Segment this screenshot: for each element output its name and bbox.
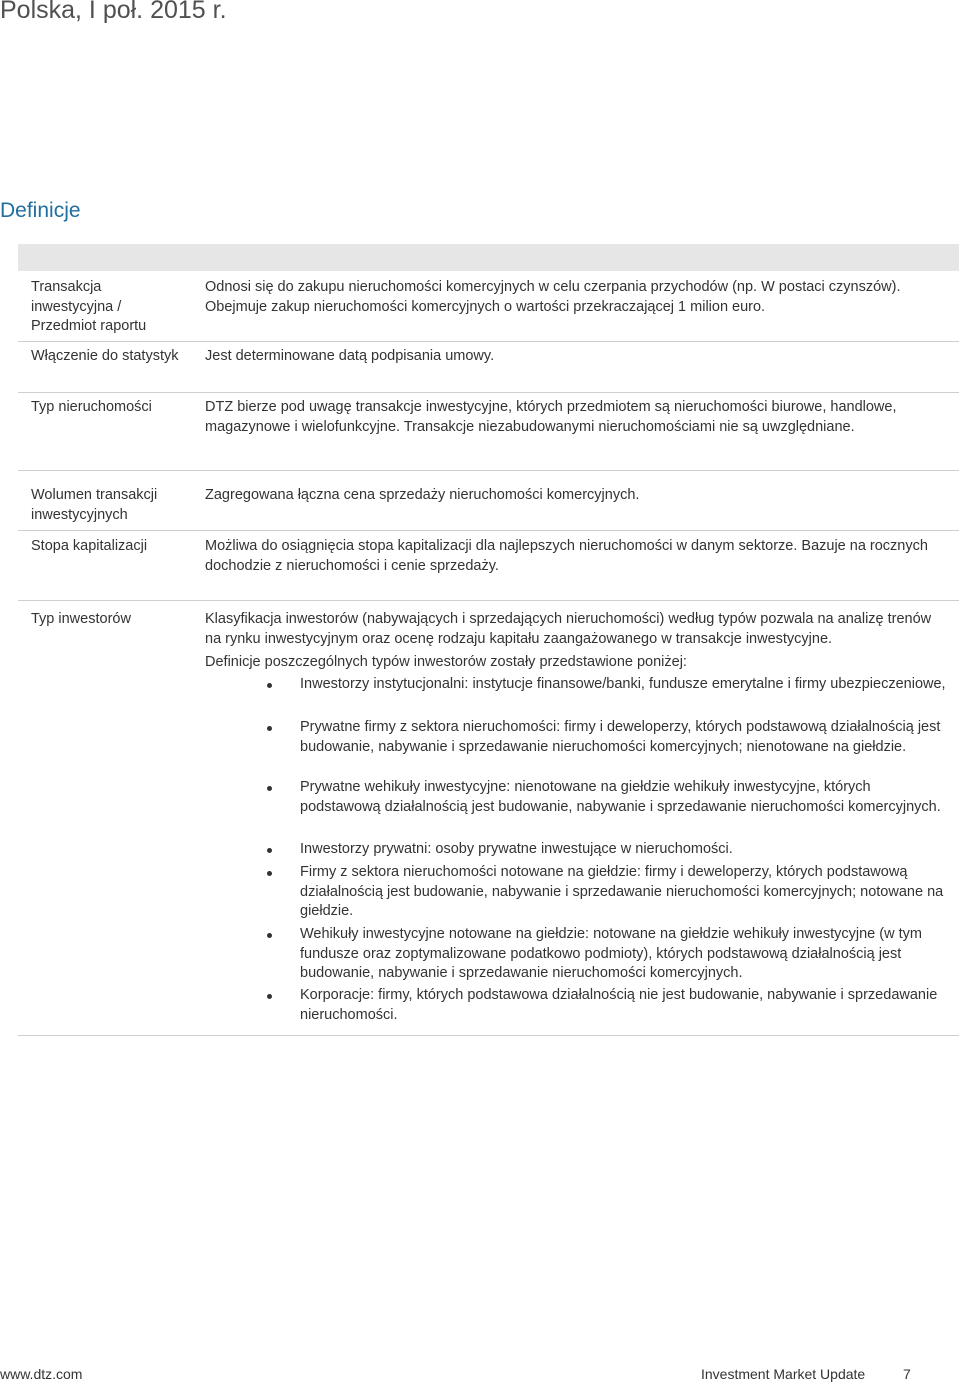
row-desc-transakcja: Odnosi się do zakupu nieruchomości komercyjnych w celu czerpania przychodów (np. W postaci czynszów). Obejmuje zakup nieruchomości komercyjnych o wartości przekraczającej 1 milion euro. bbox=[205, 279, 901, 315]
row-divider bbox=[18, 600, 959, 601]
bullet-icon bbox=[267, 871, 272, 876]
row-divider bbox=[18, 1035, 959, 1036]
row-divider bbox=[18, 470, 959, 471]
list-item: Inwestorzy prywatni: osoby prywatne inwestujące w nieruchomości. bbox=[300, 841, 733, 857]
list-item: Prywatne wehikuły inwestycyjne: nienotowane na giełdzie wehikuły inwestycyjne, których podstawową działalnością jest budowanie, nabywanie i sprzedawanie nieruchomości komercyjnych. bbox=[300, 779, 941, 815]
row-label-typ-inwestorow: Typ inwestorów bbox=[31, 611, 131, 627]
row-label-wolumen: Wolumen transakcji inwestycyjnych bbox=[31, 487, 158, 523]
row-label-transakcja: Transakcja inwestycyjna / Przedmiot raportu bbox=[31, 279, 147, 334]
list-item: Firmy z sektora nieruchomości notowane na giełdzie: firmy i deweloperzy, których podstawową działalnością jest budowanie, nabywanie i sprzedawanie nieruchomości komercyjnych; notowane na giełdzie. bbox=[300, 864, 944, 919]
row-desc-stopa: Możliwa do osiągnięcia stopa kapitalizacji dla najlepszych nieruchomości w danym sektorze. Bazuje na rocznych dochodzie z nieruchomości i cenie sprzedaży. bbox=[205, 538, 928, 574]
bullet-icon bbox=[267, 683, 272, 688]
list-item: Inwestorzy instytucjonalni: instytucje finansowe/banki, fundusze emerytalne i firmy ubezpieczeniowe, bbox=[300, 676, 946, 692]
bullet-icon bbox=[267, 786, 272, 791]
row-desc-wlaczenie: Jest determinowane datą podpisania umowy. bbox=[205, 348, 495, 364]
row-desc-typ-inwestorow: Klasyfikacja inwestorów (nabywających i sprzedających nieruchomości) według typów pozwala na analizę trenów na rynku inwestycyjnym oraz ocenę rodzaju kapitału zaangażowanego w transakcje inwestycyjne. bbox=[205, 611, 932, 647]
list-item: Prywatne firmy z sektora nieruchomości: firmy i deweloperzy, których podstawową działalnością jest budowanie, nabywanie i sprzedawanie nieruchomości komercyjnych; nienotowane na giełdzie. bbox=[300, 719, 941, 755]
row-divider bbox=[18, 392, 959, 393]
row-desc-typ-nieruchomosci: DTZ bierze pod uwagę transakcje inwestycyjne, których przedmiotem są nieruchomości biurowe, handlowe, magazynowe i wielofunkcyjne. Transakcje niezabudowanymi nieruchomościami nie są uwzględniane. bbox=[205, 399, 897, 435]
list-item: Wehikuły inwestycyjne notowane na giełdzie: notowane na giełdzie wehikuły inwestycyjne (w tym fundusze oraz zoptymalizowane podatkowo podmioty), których podstawową działalnością jest budowanie, nabywanie i sprzedawanie nieruchomości komercyjnych. bbox=[300, 926, 922, 981]
bullet-icon bbox=[267, 726, 272, 731]
bullet-icon bbox=[267, 933, 272, 938]
footer-website: www.dtz.com bbox=[0, 1366, 83, 1382]
table-header-band bbox=[18, 244, 959, 271]
footer-publication: Investment Market Update bbox=[701, 1366, 866, 1382]
section-title: Definicje bbox=[0, 199, 81, 222]
row-label-stopa: Stopa kapitalizacji bbox=[31, 538, 148, 554]
footer-page-number: 7 bbox=[903, 1366, 911, 1382]
row-divider bbox=[18, 341, 959, 342]
row-desc-wolumen: Zagregowana łączna cena sprzedaży nieruchomości komercyjnych. bbox=[205, 487, 640, 503]
investors-intro: Definicje poszczególnych typów inwestorów zostały przedstawione poniżej: bbox=[205, 654, 687, 670]
list-item: Korporacje: firmy, których podstawowa działalnością nie jest budowanie, nabywanie i sprzedawanie nieruchomości. bbox=[300, 987, 938, 1023]
bullet-icon bbox=[267, 994, 272, 999]
row-label-wlaczenie: Włączenie do statystyk bbox=[31, 348, 179, 364]
bullet-icon bbox=[267, 848, 272, 853]
row-divider bbox=[18, 530, 959, 531]
row-label-typ-nieruchomosci: Typ nieruchomości bbox=[31, 399, 152, 415]
page-header-title: Polska, I poł. 2015 r. bbox=[0, 0, 227, 24]
